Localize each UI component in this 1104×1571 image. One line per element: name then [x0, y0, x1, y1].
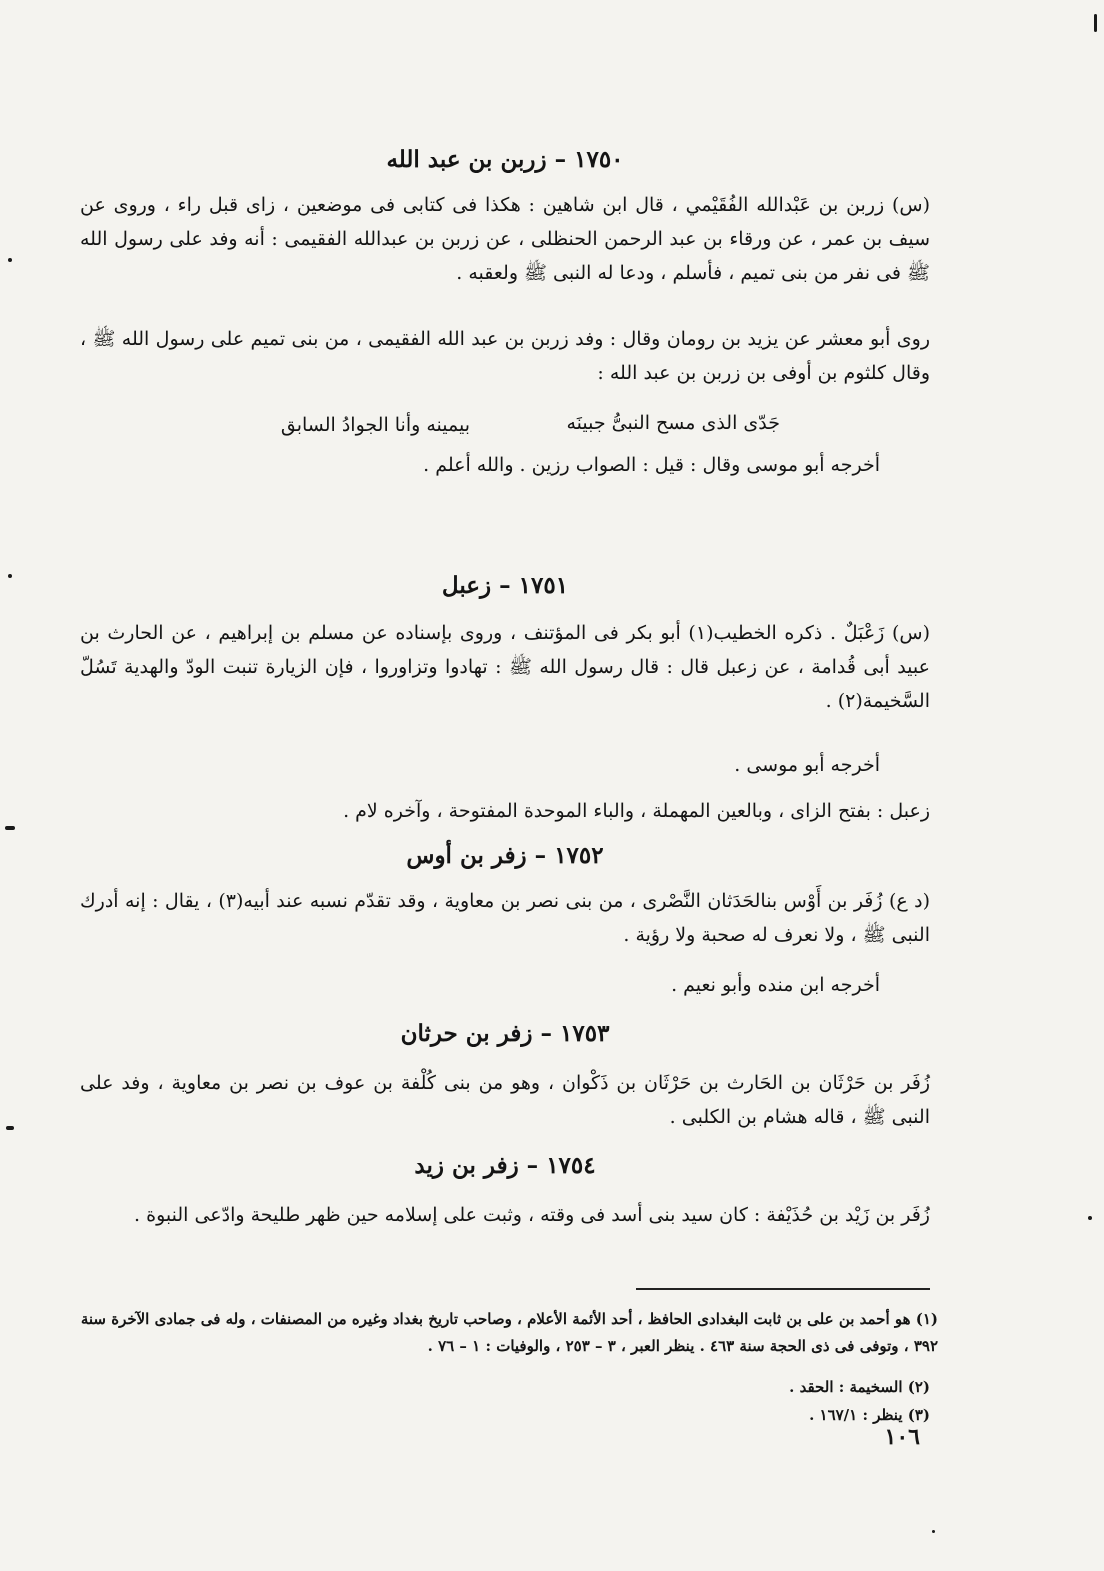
page-number: ١٠٦ — [884, 1424, 920, 1450]
entry-paragraph: (س) زربن بن عَبْدالله الفُقَيْمي ، قال ابن شاهين : هكذا فى كتابى فى موضعين ، زاى قبل راء ، وروى عن سيف بن عمر ، عن ورقاء بن عبد الرحمن الحنظلى ، عن زربن بن عبدالله الفقيمى : أنه وفد على رسول الله ﷺ فى نفر من بنى تميم ، فأسلم ، ودعا له النبى ﷺ ولعقبه . — [80, 194, 930, 284]
footnote: (١) هو أحمد بن على بن ثابت البغدادى الحافظ ، أحد الأئمة الأعلام ، وصاحب تاريخ بغداد وغيره من المصنفات ، وله فى جمادى الآخرة سنة ٣٩٢ ، وتوفى فى ذى الحجة سنة ٤٦٣ . ينظر العبر ، ٣ – ٢٥٣ ، والوفيات : ١ – ٧٦ . — [80, 1310, 938, 1355]
verse-hemistich-right: جَدّى الذى مسح النبىُّ جبينَه — [566, 412, 780, 434]
entry-paragraph: روى أبو معشر عن يزيد بن رومان وقال : وفد زربن بن عبد الله الفقيمى ، من بنى تميم على رسول الله ﷺ ، وقال كلثوم بن أوفى بن زربن بن عبد الله : — [80, 328, 930, 384]
scan-mark — [1094, 14, 1097, 32]
verse-hemistich-left: بيمينه وأنا الجوادُ السابق — [280, 414, 470, 436]
scan-mark — [8, 258, 12, 262]
entry-title: ١٧٥٢ – زفر بن أوس — [406, 842, 604, 869]
scan-mark — [932, 1530, 935, 1533]
footnote-separator — [636, 1288, 930, 1290]
entry-paragraph: زعبل : بفتح الزاى ، وبالعين المهملة ، والباء الموحدة المفتوحة ، وآخره لام . — [343, 800, 930, 822]
entry-title: ١٧٥٤ – زفر بن زيد — [414, 1152, 596, 1179]
entry-title: ١٧٥٣ – زفر بن حرثان — [400, 1020, 610, 1047]
scan-mark — [5, 826, 15, 830]
entry-title: ١٧٥١ – زعبل — [441, 572, 569, 599]
footnote: (٣) ينظر : ١٦٧/١ . — [809, 1406, 930, 1424]
entry-paragraph: أخرجه أبو موسى . — [734, 754, 880, 776]
entry-paragraph: أخرجه ابن منده وأبو نعيم . — [671, 974, 880, 996]
scan-mark — [6, 1126, 14, 1130]
entry-paragraph: (د ع) زُفَر بن أَوْس بنالحَدَثان النَّصْرى ، من بنى نصر بن معاوية ، وقد تقدّم نسبه عند أبيه(٣) ، يقال : إنه أدرك النبى ﷺ ، ولا نعرف له صحبة ولا رؤية . — [80, 890, 930, 946]
entry-paragraph: أخرجه أبو موسى وقال : قيل : الصواب رزين . والله أعلم . — [423, 454, 880, 476]
entry-paragraph: زُفَر بن زَيْد بن حُذَيْفة : كان سيد بنى أسد فى وقته ، وثبت على إسلامه حين ظهر طليحة وادّعى النبوة . — [134, 1204, 930, 1226]
entry-title: ١٧٥٠ – زربن بن عبد الله — [386, 146, 624, 173]
scan-mark — [1088, 1216, 1092, 1220]
entry-paragraph: (س) زَعْبَلٌ . ذكره الخطيب(١) أبو بكر فى المؤتنف ، وروى بإسناده عن مسلم بن إبراهيم ، عن الحارث بن عبيد أبى قُدامة ، عن زعبل قال : قال رسول الله ﷺ : تهادوا وتزاوروا ، فإن الزيارة تنبت الودّ والهدية تَسُلّ السَّخيمة(٢) . — [80, 622, 930, 712]
footnote: (٢) السخيمة : الحقد . — [789, 1378, 930, 1396]
entry-paragraph: زُفَر بن حَرْثَان بن الحَارث بن حَرْثَان بن ذَكْوان ، وهو من بنى كُلْفة بن عوف بن نصر بن معاوية ، وفد على النبى ﷺ ، قاله هشام بن الكلبى . — [80, 1072, 930, 1128]
